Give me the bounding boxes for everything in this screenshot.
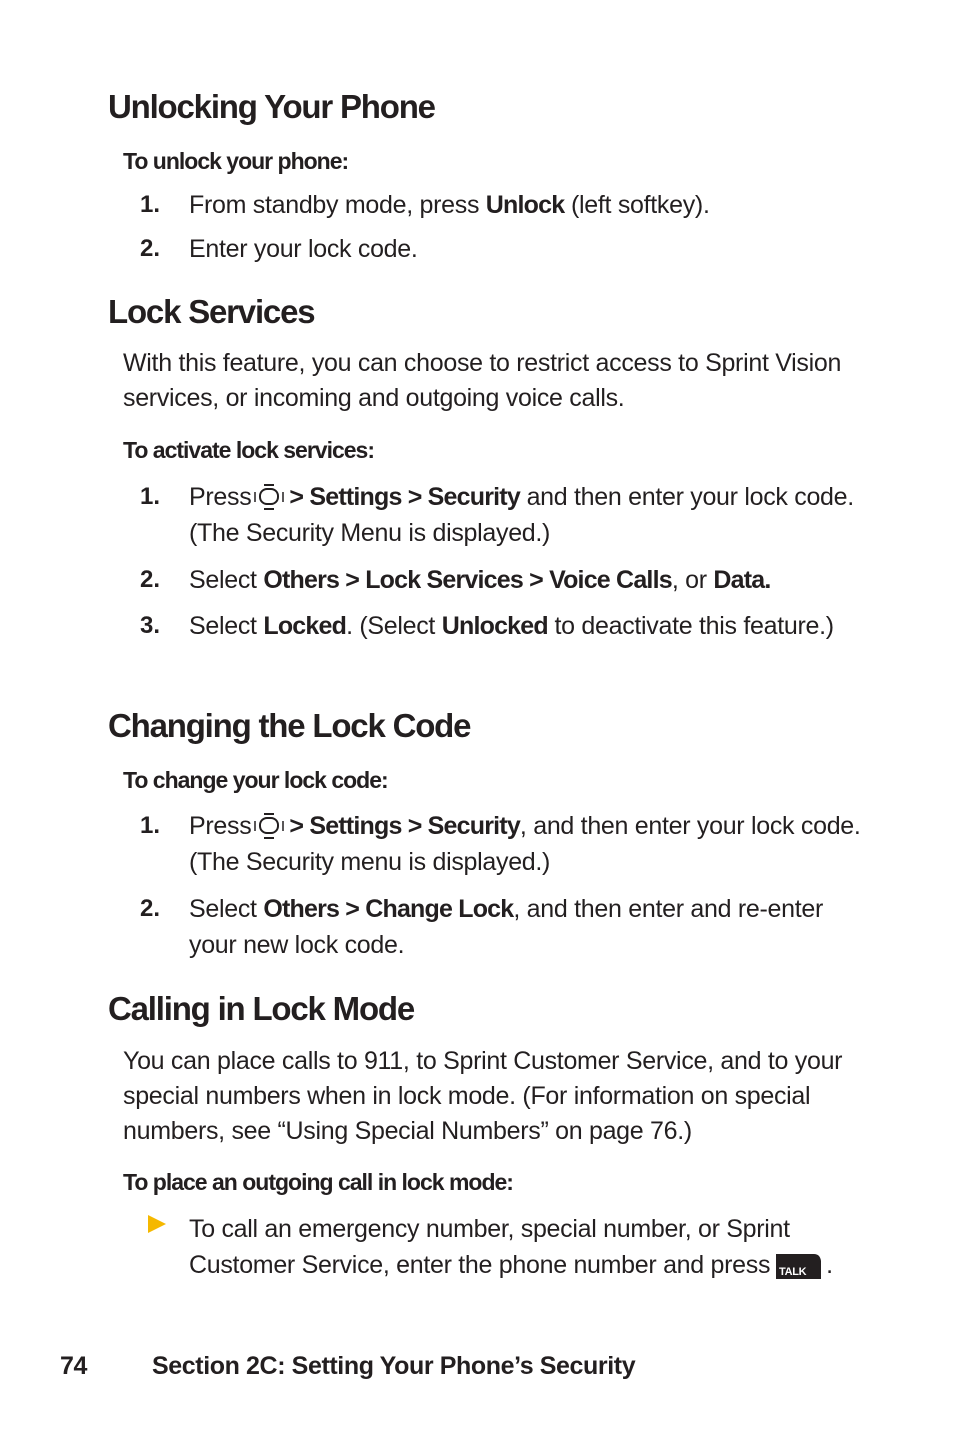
step-text: Press > Settings > Security and then enter your lock code. (The Security Menu is displayed.) [189, 483, 854, 547]
svg-text:TALK: TALK [779, 1266, 807, 1278]
menu-key-icon [253, 812, 285, 840]
heading-lock-services: Lock Services [108, 293, 315, 330]
step-text: Select Others > Change Lock, and then enter and re-enter your new lock code. [189, 895, 823, 959]
heading-calling-lock-mode: Calling in Lock Mode [108, 990, 415, 1027]
step-number: 1. [140, 812, 161, 839]
section-title: Section 2C: Setting Your Phone’s Security [152, 1352, 636, 1380]
step-text: Select Locked. (Select Unlocked to deactivate this feature.) [189, 612, 834, 640]
step-number: 1. [140, 483, 161, 510]
subheading-unlock-phone: To unlock your phone: [123, 148, 349, 174]
step-text: From standby mode, press Unlock (left softkey). [189, 191, 710, 219]
page-number: 74 [60, 1352, 88, 1380]
step-text: Select Others > Lock Services > Voice Calls, or Data. [189, 566, 771, 594]
step-text: Enter your lock code. [189, 235, 418, 263]
step-number: 1. [140, 191, 161, 218]
talk-key-icon [774, 1251, 824, 1281]
heading-unlocking: Unlocking Your Phone [108, 88, 435, 125]
subheading-activate-lock: To activate lock services: [123, 437, 374, 463]
menu-key-icon [253, 483, 285, 511]
step-number: 2. [140, 235, 161, 262]
bullet-arrow-icon [148, 1215, 166, 1233]
lock-services-intro: With this feature, you can choose to restrict access to Sprint Vision services, or incoming and outgoing voice calls. [123, 349, 842, 412]
subheading-change-lock: To change your lock code: [123, 767, 388, 793]
heading-changing-lock-code: Changing the Lock Code [108, 707, 471, 744]
step-number: 2. [140, 566, 161, 593]
step-number: 3. [140, 612, 161, 639]
calling-intro: You can place calls to 911, to Sprint Customer Service, and to your special numbers when in lock mode. (For information on special numbers, see “Using Special Numbers” on page 76.) [123, 1047, 843, 1145]
step-number: 2. [140, 895, 161, 922]
step-text: Press > Settings > Security, and then enter your lock code. (The Security menu is displayed.) [189, 812, 861, 876]
bullet-text: To call an emergency number, special number, or Sprint Customer Service, enter the phone number and press TALK . [189, 1215, 833, 1279]
subheading-outgoing-call: To place an outgoing call in lock mode: [123, 1169, 513, 1195]
